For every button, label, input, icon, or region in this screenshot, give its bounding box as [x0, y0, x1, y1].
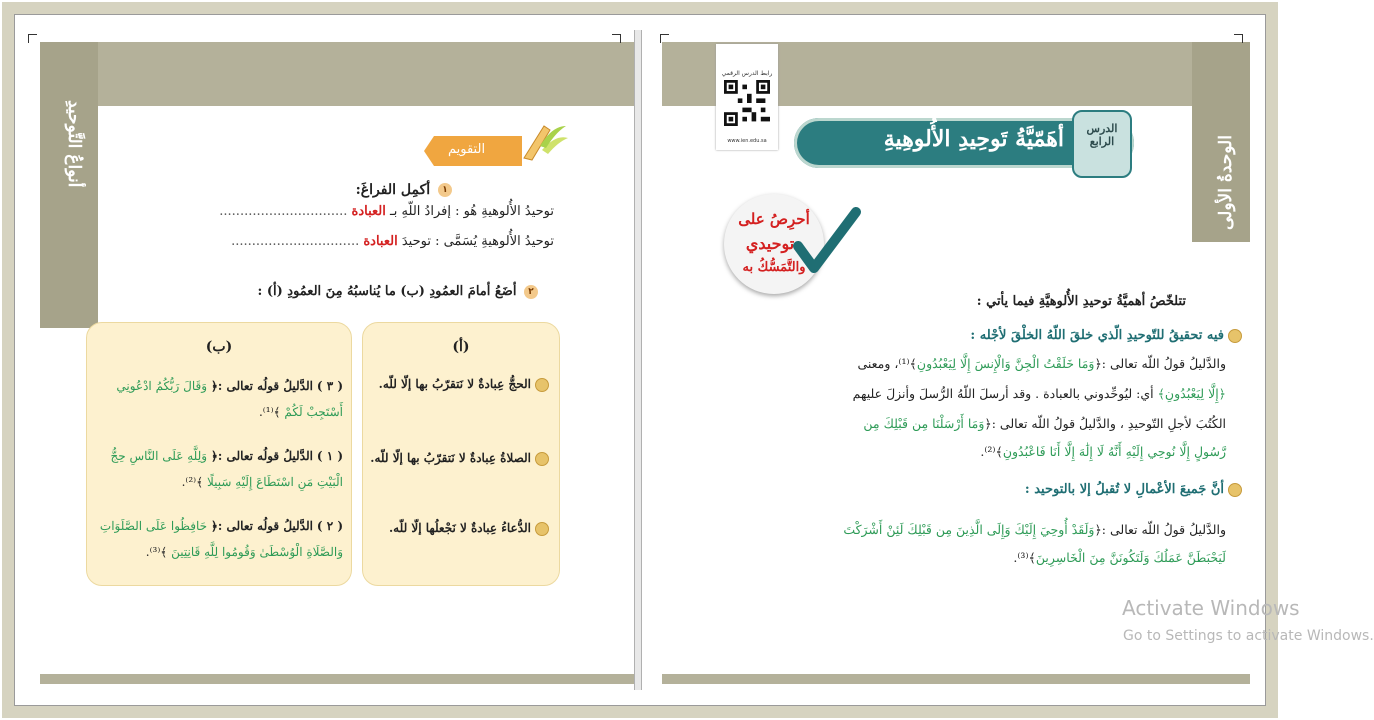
column-b-item-3-text: الدَّليلُ قولُه تعالى :﴿ [210, 519, 313, 533]
point-2-line-2-verse: لَيَحْبَطَنَّ عَمَلُكَ وَلَتَكُونَنَّ مِنَ الْخَاسِرِينَ [1035, 550, 1226, 565]
column-b-item-1-num: ( ٣ ) [316, 379, 343, 393]
q1-line1-answer: العبادة [351, 204, 386, 219]
book-spine [634, 30, 642, 690]
stamp-line-3: والتَّمَسُّكُ به [742, 260, 806, 275]
point-2-line-2-end: ﴾⁽³⁾. [1013, 550, 1036, 565]
column-a-item-3 [367, 521, 549, 536]
column-b-item-2-num: ( ١ ) [316, 449, 343, 463]
stamp-line-1: أحرِصُ على [738, 210, 810, 228]
column-b-item-2 [95, 443, 343, 495]
eval-badge [424, 136, 522, 166]
q2-title: أضَعُ أمامَ العمُودِ (ب) ما يُناسبُهُ مِنَ العمُودِ (أ) : [257, 284, 517, 299]
lesson-label-1: الدرس [1086, 122, 1118, 135]
lesson-title: أهَمّيَّةُ تَوحِيدِ الأُلوهِيةِ [883, 126, 1064, 152]
left-side-title: أنواعُ التَّوحيدِ [64, 100, 84, 188]
point-2-line-2 [726, 550, 1226, 565]
point-1-line-2 [726, 386, 1226, 401]
qr-caption: رابط الدرس الرقمي [721, 70, 773, 77]
left-page [22, 30, 634, 690]
q1-line1-text: توحيدُ الأُلوهيةِ هُو : إفرادُ اللّهِ بـ [390, 204, 554, 219]
point-1-line-3 [726, 416, 1226, 431]
qr-url: www.ien.edu.sa [727, 138, 767, 144]
qr-code-icon [724, 80, 770, 126]
column-b-header: (ب) [205, 339, 233, 355]
stamp-line-2: توحيدي [745, 234, 795, 253]
q2-number: ٢ [524, 285, 538, 299]
point-1-line-1-end: ﴾⁽¹⁾، ومعنى [857, 356, 917, 371]
point-1-line-1 [726, 356, 1226, 371]
point-1-line-3-text: الكُتُبَ لأجلِ التّوحيدِ ، والدَّليلُ قولُ اللّه تعالى :﴿ [984, 416, 1226, 431]
column-b-item-2-verse: وَلِلَّهِ عَلَى النَّاسِ حِجُّ الْبَيْتِ مَنِ اسْتَطَاعَ إِلَيْهِ سَبِيلًا [110, 449, 343, 489]
q1-line-1 [219, 204, 554, 219]
activation-watermark [1120, 596, 1374, 656]
column-b-item-2-end: ﴾⁽²⁾. [181, 475, 204, 489]
column-b-item-1-verse: وَقَالَ رَبُّكُمُ ادْعُونِي أَسْتَجِبْ لَكُمْ [116, 379, 343, 419]
column-a-item-1-text: الحجُّ عِبادةٌ لا نَتقرّبُ بها إلّا للّه. [378, 377, 531, 391]
q1-number: ١ [438, 183, 452, 197]
q2-title-row [258, 284, 538, 299]
point-1-line-4-end: ﴾⁽²⁾. [980, 444, 1003, 459]
left-bottom-band [40, 674, 634, 684]
point-1-line-2-text: أي: ليُوحِّدوني بالعبادة . وقد أرسلَ اللّهُ الرُّسلَ وأنزلَ عليهم [852, 386, 1154, 401]
eval-pen-icon [518, 120, 570, 162]
q1-line2-text: توحيدُ الأُلوهيةِ يُسَمَّى : توحيدَ [401, 234, 554, 249]
column-b-item-1-end: ﴾⁽¹⁾. [258, 405, 281, 419]
crop-mark-top-right [1234, 34, 1243, 43]
right-side-title: الوحدةُ الأولى [1216, 135, 1236, 230]
point-1-bullet [1228, 329, 1242, 343]
q1-line1-dots: ............................... [219, 204, 348, 219]
column-b-item-1 [95, 373, 343, 425]
point-2-line-1 [726, 522, 1226, 537]
column-b-item-2-text: الدَّليلُ قولُه تعالى :﴿ [210, 449, 313, 463]
column-a-header: (أ) [452, 339, 470, 355]
watermark-line-1: Activate Windows [1122, 596, 1300, 620]
crop-mark-top-left [28, 34, 37, 43]
column-a-item-2-bullet [535, 452, 549, 466]
column-a-item-2 [367, 451, 549, 466]
right-bottom-band [662, 674, 1250, 684]
column-a-item-1-bullet [535, 378, 549, 392]
point-1-line-1-text: والدَّليلُ قولُ اللّه تعالى :﴿ [1094, 356, 1226, 371]
watermark-line-2: Go to Settings to activate Windows. [1123, 628, 1374, 644]
intro-text: تتلخّصُ أهميَّةُ توحيدِ الأُلوهيَّةِ فيما يأتي : [976, 294, 1186, 309]
column-a-item-1 [367, 377, 549, 392]
column-a-item-3-bullet [535, 522, 549, 536]
point-2-line-1-text: والدَّليلُ قولُ اللّه تعالى :﴿ [1094, 522, 1226, 537]
point-1-title-row [970, 328, 1242, 343]
point-1-line-4-verse: رَّسُولٍ إِلَّا نُوحِي إِلَيْهِ أَنَّهُ لَا إِلَٰهَ إِلَّا أَنَا فَاعْبُدُونِ [1002, 444, 1226, 459]
q1-line2-answer: العبادة [363, 234, 398, 249]
point-1-line-4 [726, 444, 1226, 459]
column-a-item-2-text: الصلاةُ عِبادةٌ لا نَتقرّبُ بها إلّا للّه. [370, 451, 531, 465]
lesson-number-badge [1072, 110, 1132, 178]
right-page [642, 30, 1250, 690]
point-1-line-3-verse: وَمَا أَرْسَلْنَا مِن قَبْلِكَ مِن [863, 416, 985, 431]
q1-line2-dots: ............................... [231, 234, 360, 249]
point-2-line-1-verse: وَلَقَدْ أُوحِيَ إِلَيْكَ وَإِلَى الَّذِينَ مِن قَبْلِكَ لَئِنْ أَشْرَكْتَ [843, 522, 1095, 537]
crop-mark-top-center-left [612, 34, 621, 43]
point-1-line-1-verse: وَمَا خَلَقْتُ الْجِنَّ وَالْإِنسَ إِلَّا لِيَعْبُدُونِ [916, 356, 1095, 371]
left-top-band [40, 42, 634, 106]
column-b-item-3-end: ﴾⁽³⁾. [145, 545, 168, 559]
check-mark-icon [792, 206, 862, 280]
column-a-item-3-text: الدُّعاءُ عِبادةٌ لا نَجْعلُها إلّا للّه. [388, 521, 531, 535]
eval-label: التقويم [448, 142, 486, 157]
crop-mark-top-center-right [660, 34, 669, 43]
point-2-bullet [1228, 483, 1242, 497]
column-b-item-3-verse: حَافِظُوا عَلَى الصَّلَوَاتِ وَالصَّلَاةِ الْوُسْطَىٰ وَقُومُوا لِلَّهِ قَانِتِينَ [99, 519, 343, 559]
point-1-line-2-verse: ﴿إِلَّا لِيَعْبُدُونِ﴾ [1157, 386, 1226, 401]
column-b-box [86, 322, 352, 586]
column-b-item-1-text: الدَّليلُ قولُه تعالى :﴿ [210, 379, 313, 393]
column-a-box [362, 322, 560, 586]
q1-line-2 [231, 234, 554, 249]
column-b-item-3-num: ( ٢ ) [316, 519, 343, 533]
column-b-item-3 [95, 513, 343, 565]
point-2-title-row [1025, 482, 1242, 497]
point-2-title: أنَّ جَميعَ الأعْمالِ لا تُقبلُ إلا بالتوحيد : [1024, 482, 1224, 497]
point-1-title: فيه تحقيقُ للتّوحيدِ الّذي خلقَ اللّهُ الخلْقَ لأجْله : [970, 328, 1224, 343]
qr-card[interactable] [716, 44, 778, 150]
q1-title: أكمِل الفراغَ: [355, 182, 431, 198]
lesson-label-2: الرابع [1089, 135, 1115, 148]
q1-title-row [356, 182, 452, 198]
